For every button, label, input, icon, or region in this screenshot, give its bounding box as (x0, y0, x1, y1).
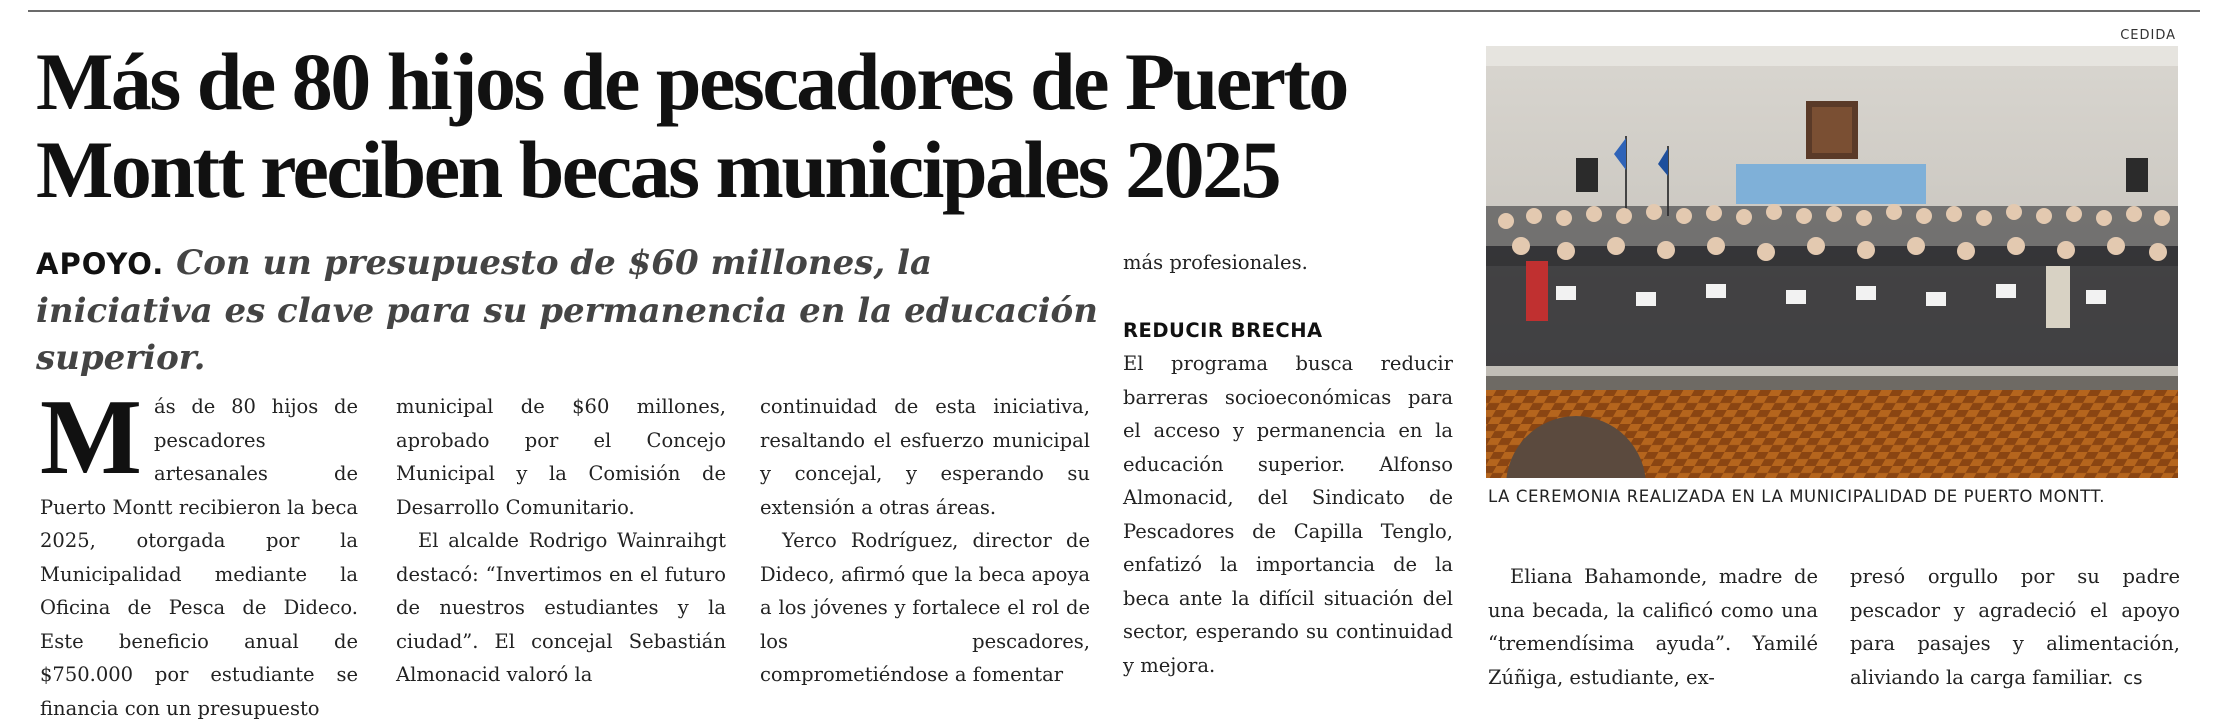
article-column-2 (396, 390, 726, 692)
col4-paragraph-1: más profesionales. (1123, 251, 1308, 274)
deck-kicker: APOYO. (36, 247, 165, 281)
ceremony-photo-illustration (1486, 46, 2178, 478)
deck (36, 240, 1116, 382)
col3-paragraph-1: continuidad de esta iniciativa, resaltando el esfuerzo municipal y concejal, y esperando su extensión a otras áreas. (760, 395, 1090, 519)
article-column-6 (1850, 560, 2180, 695)
col4-paragraph-2: El programa busca reducir barreras socioeconómicas para el acceso y permanencia en la educación superior. Alfonso Almonacid, del Sindicato de Pescadores de Capilla Tenglo, enfatizó la importancia de la beca ante la difícil situación del sector, esperando su continuidad y mejora. (1123, 352, 1453, 677)
article-column-1 (40, 378, 358, 725)
deck-text: Con un presupuesto de $60 millones, la iniciativa es clave para su permanencia en la educación superior. (36, 243, 1098, 378)
headline-line-2: Montt reciben becas municipales 2025 (36, 124, 1280, 215)
ceremony-photo (1486, 46, 2178, 478)
col2-paragraph-1: municipal de $60 millones, aprobado por el Concejo Municipal y la Comisión de Desarrollo Comunitario. (396, 395, 726, 519)
article-column-4 (1123, 246, 1453, 682)
end-mark: cs (2123, 667, 2143, 689)
photo-credit: CEDIDA (2120, 28, 2176, 43)
headline (36, 38, 1456, 214)
top-rule (28, 10, 2200, 12)
col6-text: presó orgullo por su padre pescador y agradeció el apoyo para pasajes y alimentación, aliviando la carga familiar. (1850, 565, 2180, 689)
drop-cap: M (40, 378, 142, 497)
col1-text: ás de 80 hijos de pescadores artesanales de Puerto Montt recibieron la beca 2025, otorgada por la Municipalidad mediante la Oficina de Pesca de Dideco. Este beneficio anual de $750.000 por estudiante se financia con un presupuesto (40, 395, 358, 720)
headline-line-1: Más de 80 hijos de pescadores de Puerto (36, 36, 1347, 127)
col2-paragraph-2: El alcalde Rodrigo Wainraihgt destacó: “Invertimos en el futuro de nuestros estudiantes y la ciudad”. El concejal Sebastián Almonacid valoró la (396, 529, 726, 686)
article-column-3 (760, 390, 1090, 692)
photo-caption: LA CEREMONIA REALIZADA EN LA MUNICIPALIDAD DE PUERTO MONTT. (1488, 487, 2106, 506)
section-subhead: REDUCIR BRECHA (1123, 318, 1323, 342)
article-column-5 (1488, 560, 1818, 694)
col5-text: Eliana Bahamonde, madre de una becada, la calificó como una “tremendísima ayuda”. Yamilé Zúñiga, estudiante, ex- (1488, 565, 1818, 689)
col3-paragraph-2: Yerco Rodríguez, director de Dideco, afirmó que la beca apoya a los jóvenes y fortalece el rol de los pescadores, comprometiéndose a fomentar (760, 529, 1090, 686)
